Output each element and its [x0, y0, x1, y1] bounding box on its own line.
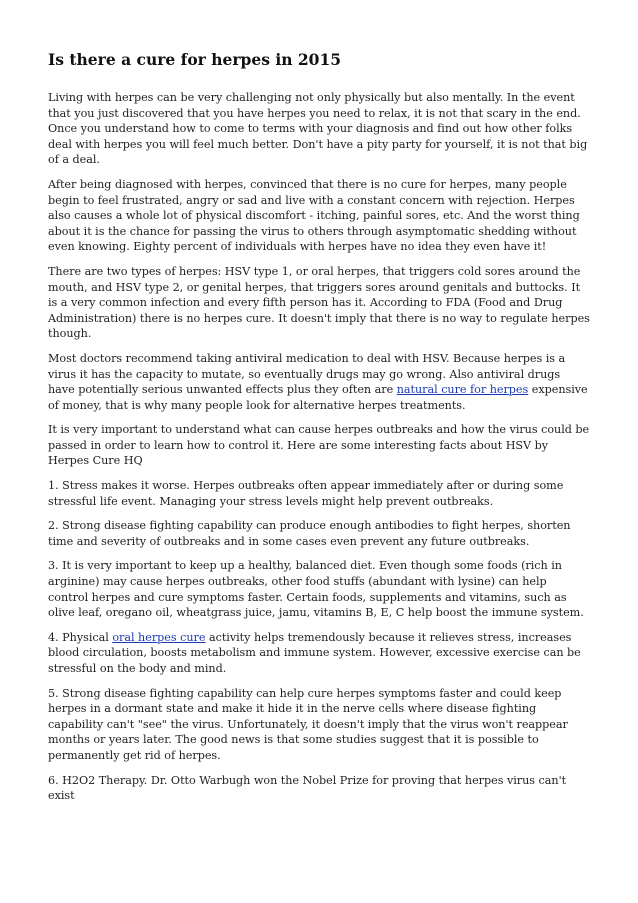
paragraph-intro: Living with herpes can be very challenging not only physically but also mentally. In the event that you just discovered that you have herpes you need to relax, it is not that scary in the end. Once you understand how to come to terms with your diagnosis and find out how other folks deal with herpes you will feel much better. Don't have a pity party for yourself, it is not that big of a deal. [48, 91, 588, 167]
list-item-immunity: 2. Strong disease fighting capability can produce enough antibodies to fight herpes, shorten time and severity of outbreaks and in some cases even prevent any future outbreaks. [48, 519, 571, 548]
list-item-stress: 1. Stress makes it worse. Herpes outbreaks often appear immediately after or during some stressful life event. Managing your stress levels might help prevent outbreaks. [48, 479, 564, 508]
page-title: Is there a cure for herpes in 2015 [48, 50, 342, 69]
list-item-exercise-text-after: activity helps tremendously because it relieves stress, increases blood circulation, boosts metabolism and immune system. However, excessive exercise can be stressful on the body and mind. [48, 630, 581, 675]
paragraph-facts-intro: It is very important to understand what can cause herpes outbreaks and how the virus could be passed in order to learn how to control it. Here are some interesting facts about HSV by Herpes Cure HQ [48, 423, 590, 468]
list-item-exercise [48, 630, 590, 677]
paragraph-antiviral-text-after: expensive of money, that is why many people look for alternative herpes treatments. [48, 383, 588, 412]
natural-cure-link[interactable]: natural cure for herpes [396, 383, 529, 397]
paragraph-antiviral [48, 351, 590, 413]
list-item-h2o2: 6. H2O2 Therapy. Dr. Otto Warbugh won the Nobel Prize for proving that herpes virus can't exist [48, 773, 567, 803]
paragraph-diagnosis: After being diagnosed with herpes, convinced that there is no cure for herpes, many people begin to feel frustrated, angry or sad and live with a constant concern with rejection. Herpes also causes a whole lot of physical discomfort - itching, painful sores, etc. And the worst thing about it is the chance for passing the virus to others through asymptomatic shedding without even knowing. Eighty percent of individuals with herpes have no idea they even have it! [48, 177, 580, 254]
oral-herpes-cure-link[interactable]: oral herpes cure [112, 630, 206, 644]
paragraph-types: There are two types of herpes: HSV type 1, or oral herpes, that triggers cold sores around the mouth, and HSV type 2, or genital herpes, that triggers sores around genitals and buttocks. It is a very common infection and every fifth person has it. According to FDA (Food and Drug Administration) there is no herpes cure. It doesn't imply that there is no way to regulate herpes though. [48, 264, 590, 341]
list-item-dormant: 5. Strong disease fighting capability can help cure herpes symptoms faster and could keep herpes in a dormant state and make it hide it in the nerve cells where disease fighting capability can't "see" the virus. Unfortunately, it doesn't imply that the virus won't reappear months or years later. The good news is that some studies suggest that it is possible to permanently get rid of herpes. [48, 686, 568, 762]
paragraph-antiviral-text-before: Most doctors recommend taking antiviral medication to deal with HSV. Because herpes is a virus it has the capacity to mutate, so eventually drugs may go wrong. Also antiviral drugs have potentially serious unwanted effects plus they often are [48, 351, 566, 397]
list-item-diet: 3. It is very important to keep up a healthy, balanced diet. Even though some foods (rich in arginine) may cause herpes outbreaks, other food stuffs (abundant with lysine) can help control herpes and cure symptoms faster. Certain foods, supplements and vitamins, such as olive leaf, oregano oil, wheatgrass juice, jamu, vitamins B, E, C help boost the immune system. [48, 559, 584, 620]
list-item-exercise-text-before: 4. Physical [48, 630, 113, 644]
